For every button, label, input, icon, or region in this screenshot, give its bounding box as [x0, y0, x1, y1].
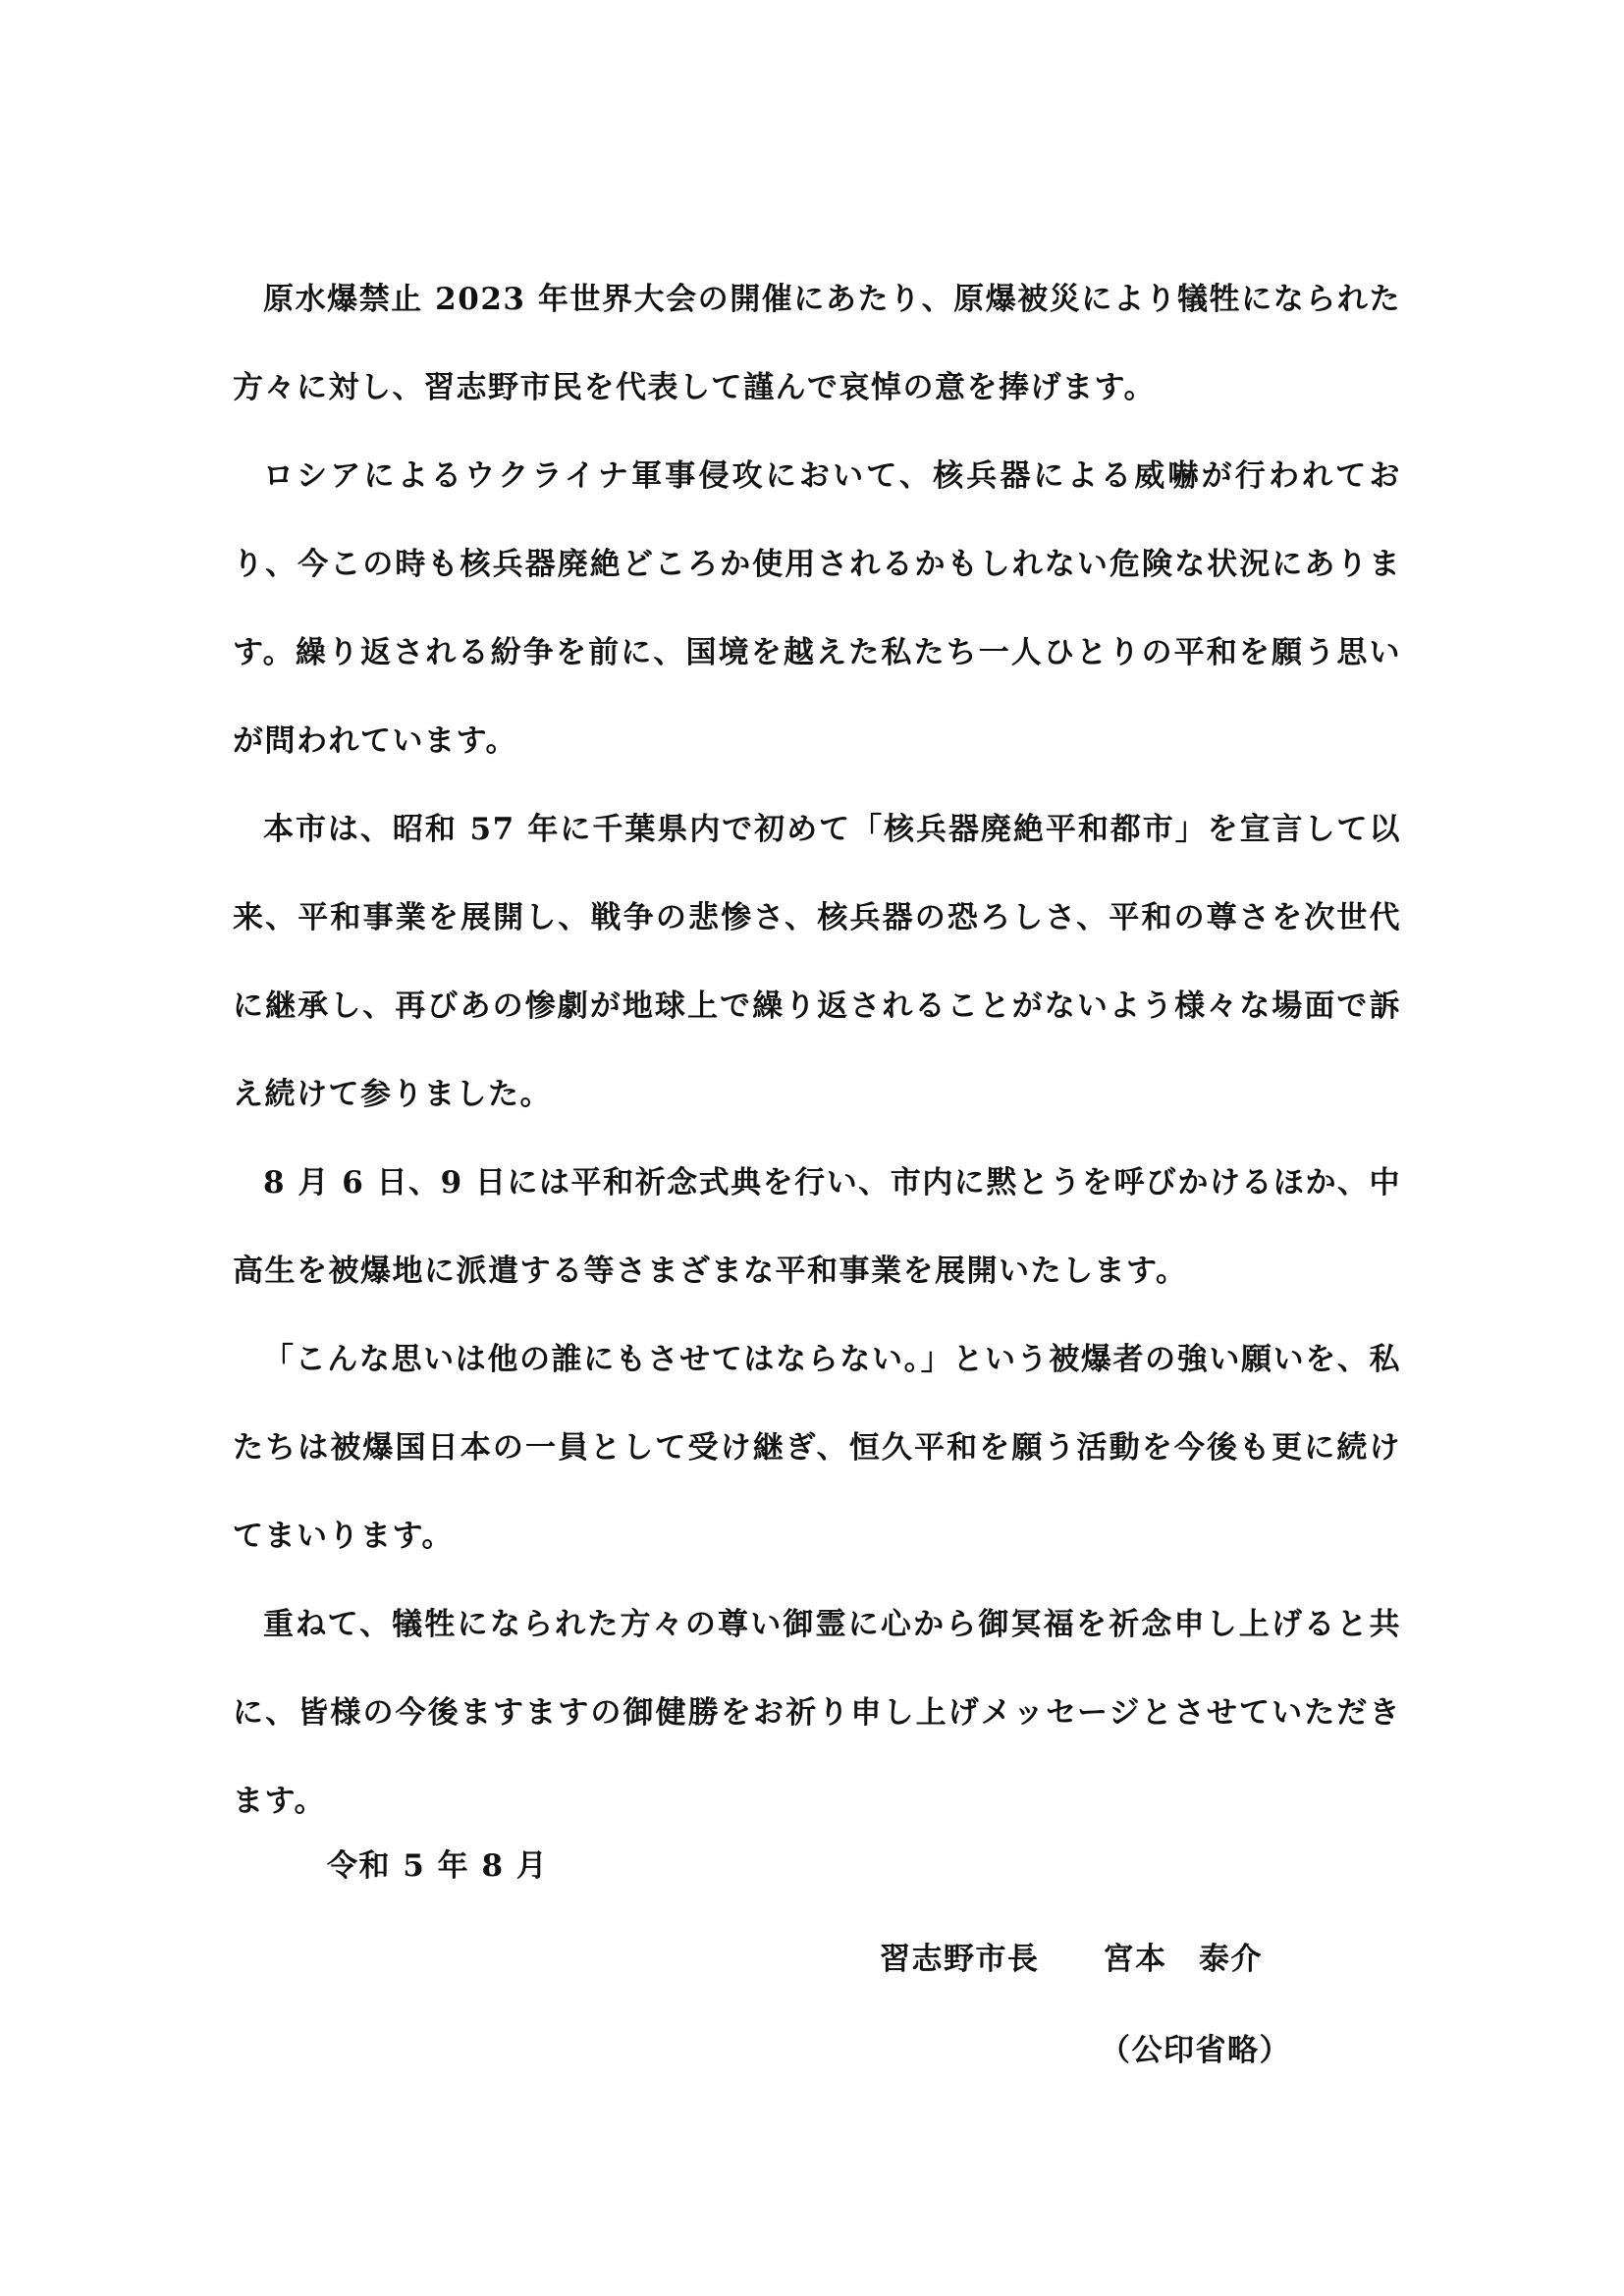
- mayor-signature: 習志野市長 宮本 泰介: [880, 1942, 1263, 1977]
- seal-omitted-note: （公印省略）: [1100, 2033, 1291, 2068]
- paragraph-survivors-wish: 「こんな思いは他の誰にもさせてはならない。」という被爆者の強い願いを、私たちは被爆国日本の一員として受け継ぎ、恒久平和を願う活動を今後も更に続けてまいります。: [233, 1342, 1401, 1554]
- paragraph-closing: 重ねて、犠牲になられた方々の尊い御霊に心から御冥福を祈念申し上げると共に、皆様の今後ますますの御健勝をお祈り申し上げメッセージとさせていただきます。: [233, 1607, 1401, 1819]
- paragraph-city-history: 本市は、昭和 57 年に千葉県内で初めて「核兵器廃絶平和都市」を宣言して以来、平和事業を展開し、戦争の悲惨さ、核兵器の恐ろしさ、平和の尊さを次世代に継承し、再びあの惨劇が地球上で繰り返されることがないよう様々な場面で訴え続けて参りました。: [233, 812, 1401, 1112]
- message-body: [233, 255, 1401, 1845]
- document-date: 令和 5 年 8 月: [327, 1848, 549, 1884]
- paragraph-opening: 原水爆禁止 2023 年世界大会の開催にあたり、原爆被災により犠牲になられた方々に対し、習志野市民を代表して謹んで哀悼の意を捧げます。: [233, 282, 1401, 405]
- paragraph-events: 8 月 6 日、9 日には平和祈念式典を行い、市内に黙とうを呼びかけるほか、中高生を被爆地に派遣する等さまざまな平和事業を展開いたします。: [233, 1165, 1401, 1289]
- paragraph-ukraine: ロシアによるウクライナ軍事侵攻において、核兵器による威嚇が行われており、今この時も核兵器廃絶どころか使用されるかもしれない危険な状況にあります。繰り返される紛争を前に、国境を越えた私たち一人ひとりの平和を願う思いが問われています。: [233, 458, 1401, 759]
